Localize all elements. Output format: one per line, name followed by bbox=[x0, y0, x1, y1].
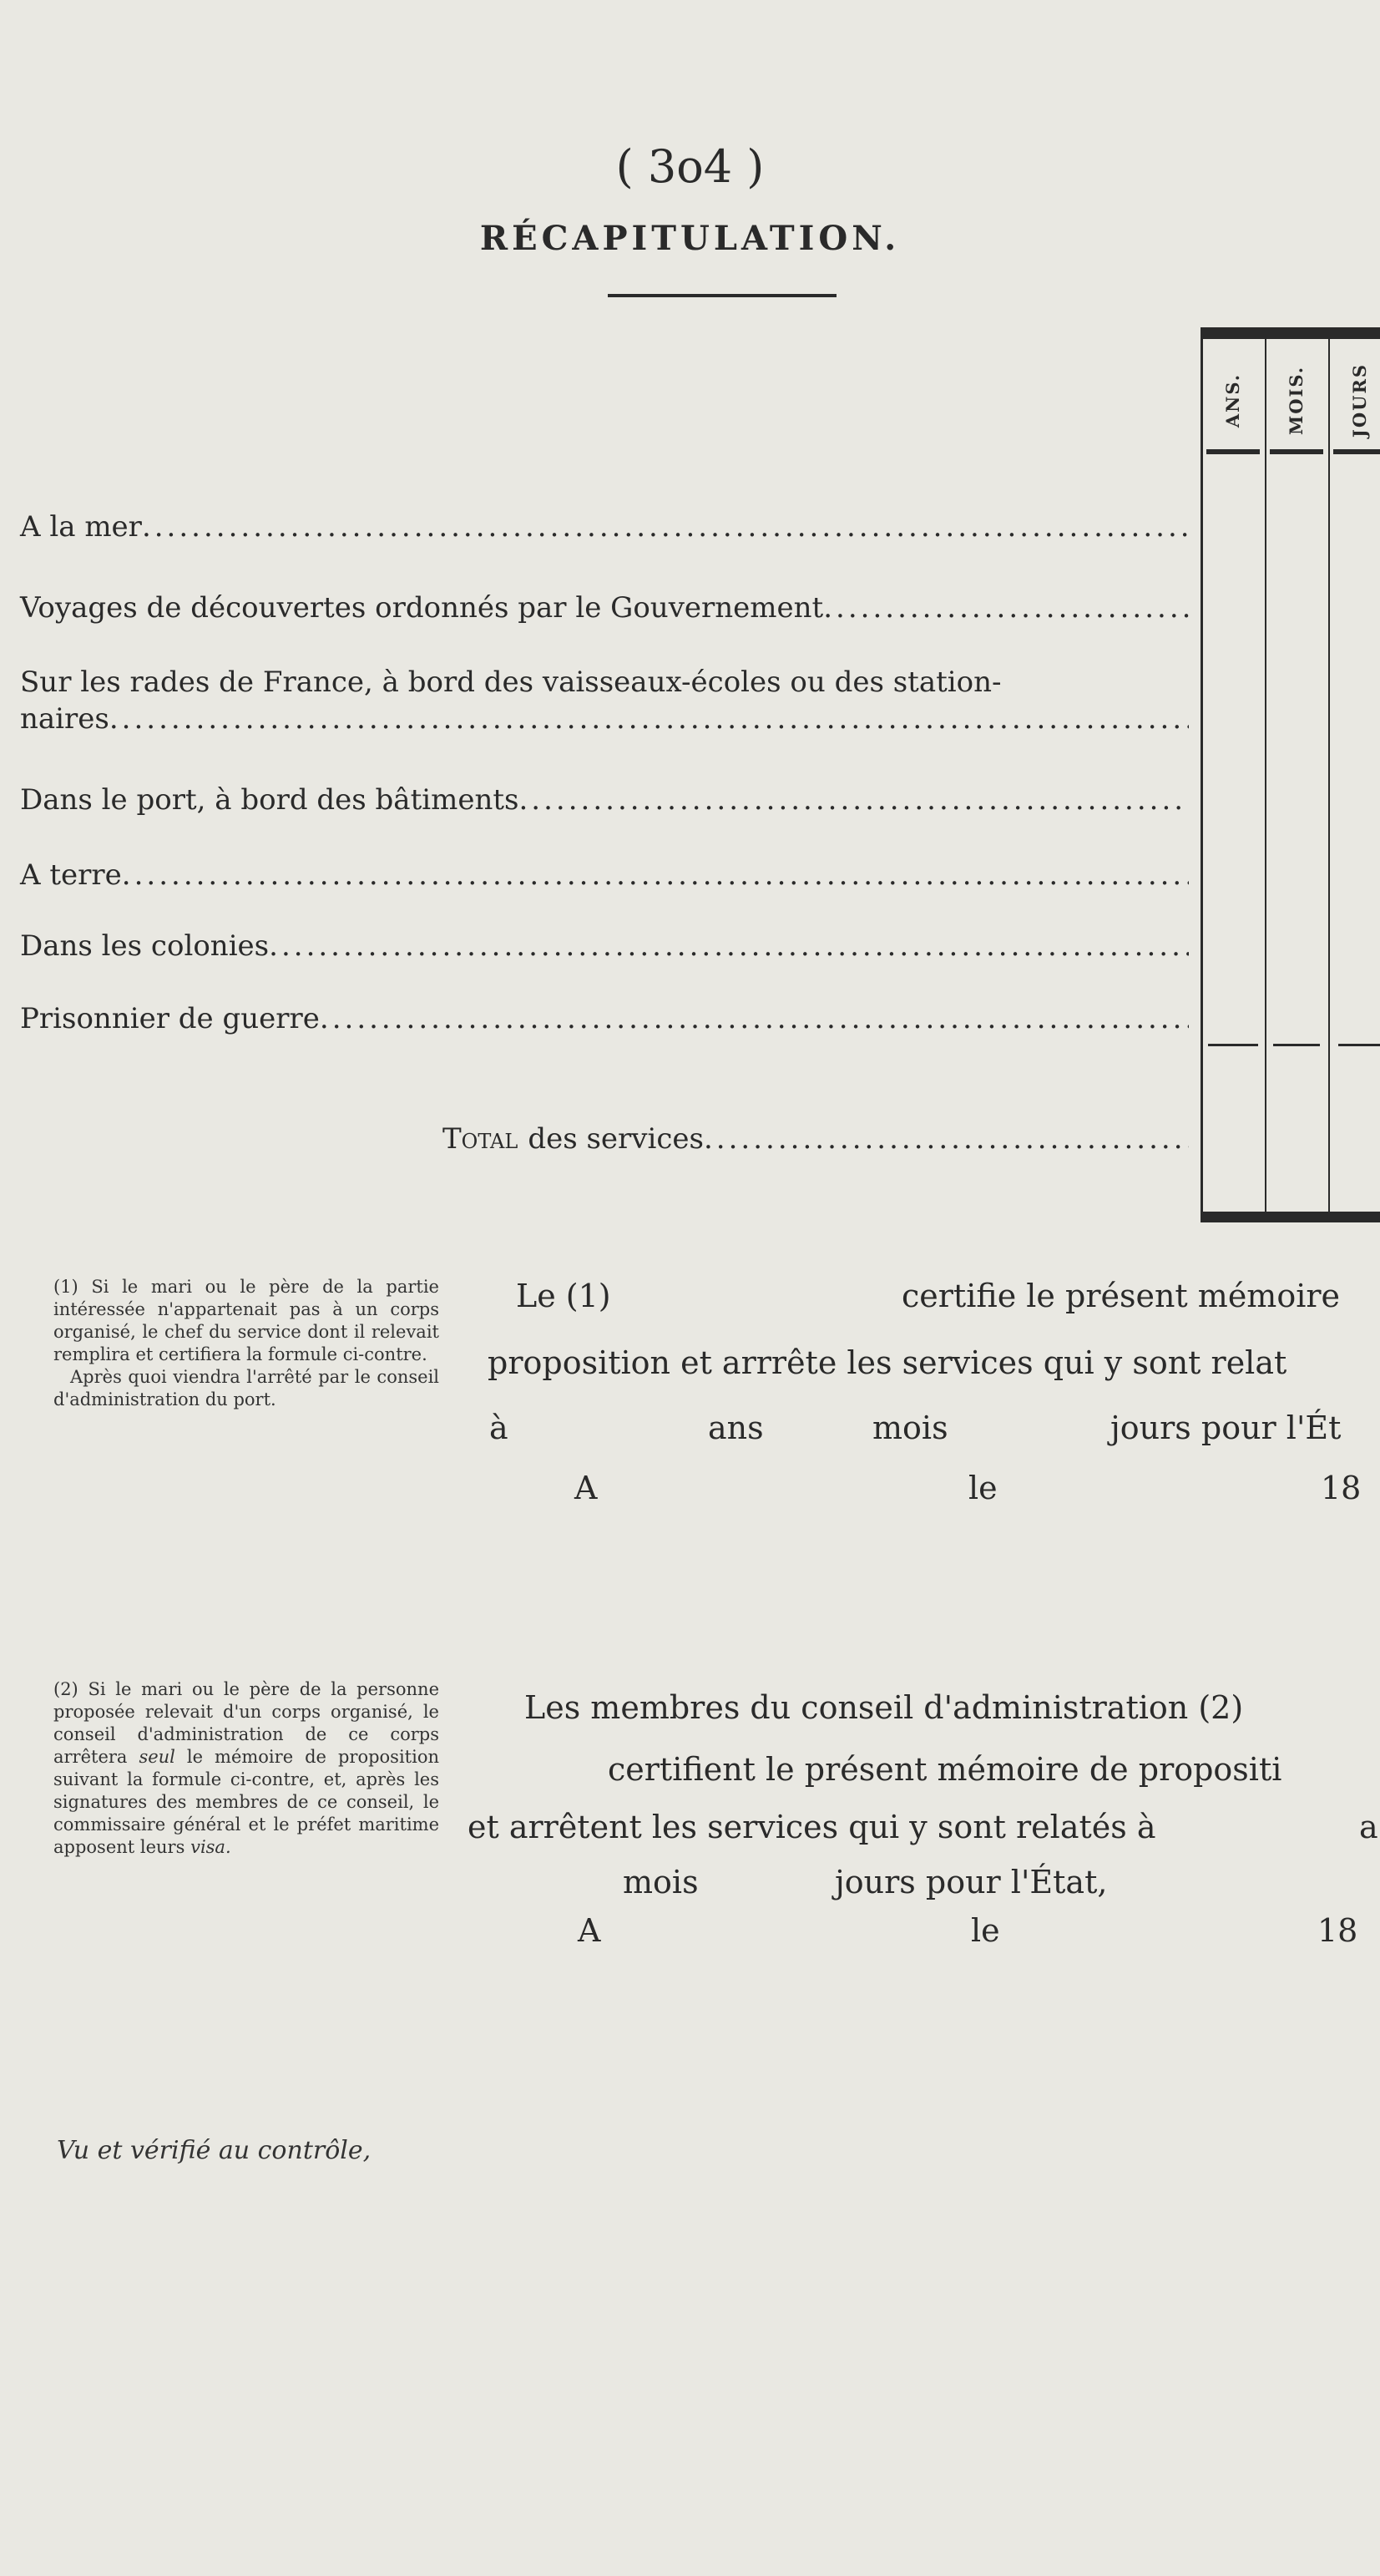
column-header-jours: JOURS bbox=[1349, 362, 1371, 438]
cert2-line2: certifient le présent mémoire de propositi bbox=[608, 1751, 1282, 1788]
total-line bbox=[1338, 1044, 1380, 1046]
header-tick bbox=[1333, 449, 1380, 454]
title-rule bbox=[608, 294, 837, 297]
header-tick bbox=[1206, 449, 1260, 454]
cert2-le: le bbox=[971, 1912, 1000, 1949]
cert2-A: A bbox=[578, 1912, 601, 1949]
cert2-line3: et arrêtent les services qui y sont relatés à bbox=[468, 1809, 1156, 1845]
row-port: Dans le port, à bord des bâtiments ..... bbox=[20, 782, 1189, 817]
cert1-a: à bbox=[489, 1409, 508, 1446]
row-terre: A terre ..... bbox=[20, 858, 1189, 893]
row-a-la-mer: A la mer ..... bbox=[20, 509, 1189, 544]
row-rades-line1: Sur les rades de France, à bord des vaisseaux-écoles ou des station- bbox=[20, 666, 1002, 699]
column-separator bbox=[1265, 327, 1266, 1222]
cert1-year: 18 bbox=[1321, 1470, 1362, 1506]
cert1-ans: ans bbox=[708, 1409, 764, 1446]
cert2-line1: Les membres du conseil d'administration (2) bbox=[524, 1689, 1244, 1726]
columns-top-bar bbox=[1203, 327, 1380, 339]
cert2-a-edge: a bbox=[1359, 1809, 1378, 1845]
column-separator bbox=[1328, 327, 1330, 1222]
page-title: RÉCAPITULATION. bbox=[479, 219, 901, 258]
column-header-mois: MOIS. bbox=[1286, 365, 1307, 435]
cert1-mois: mois bbox=[872, 1409, 948, 1446]
row-total: Total des services ..... bbox=[442, 1121, 1189, 1156]
recap-columns bbox=[1201, 327, 1380, 1222]
page-number: ( 3o4 ) bbox=[615, 140, 765, 193]
cert2-jours: jours pour l'État, bbox=[835, 1864, 1108, 1900]
cert1-jours: jours pour l'Ét bbox=[1110, 1409, 1342, 1446]
cert1-le: Le (1) bbox=[516, 1278, 611, 1314]
row-prisonnier: Prisonnier de guerre ..... bbox=[20, 1001, 1189, 1036]
cert1-line2: proposition et arrrête les services qui y sont relat bbox=[488, 1344, 1287, 1381]
control-verification: Vu et vérifié au contrôle, bbox=[57, 2136, 372, 2165]
cert2-mois: mois bbox=[623, 1864, 699, 1900]
cert2-year: 18 bbox=[1317, 1912, 1358, 1949]
cert1-le2: le bbox=[968, 1470, 998, 1506]
header-tick bbox=[1270, 449, 1323, 454]
footnote-1: (1) Si le mari ou le père de la partie intéressée n'appartenait pas à un corps organisé, le chef du service dont il relevait remplira et certifiera la formule ci-contre. Après quoi viendra l'arrêté par le conseil d'administration du port. bbox=[53, 1277, 439, 1409]
row-colonies: Dans les colonies ..... bbox=[20, 929, 1189, 964]
columns-bottom-bar bbox=[1203, 1212, 1380, 1222]
total-line bbox=[1273, 1044, 1320, 1046]
row-voyages: Voyages de découvertes ordonnés par le Gouvernement ..... bbox=[20, 590, 1189, 625]
total-line bbox=[1208, 1044, 1258, 1046]
row-rades-line2: naires ..... bbox=[20, 701, 1189, 736]
footnote-2: (2) Si le mari ou le père de la personne proposée relevait d'un corps organisé, le conseil d'administration de ce corps arrêtera seul le mémoire de proposition suivant la formule ci-contre, et, après les signatures des membres de ce conseil, le commissaire général et le préfet maritime apposent leurs visa. bbox=[53, 1679, 439, 1857]
cert1-certifie: certifie le présent mémoire bbox=[902, 1278, 1341, 1314]
column-header-ans: ANS. bbox=[1222, 372, 1244, 428]
cert1-A: A bbox=[574, 1470, 598, 1506]
